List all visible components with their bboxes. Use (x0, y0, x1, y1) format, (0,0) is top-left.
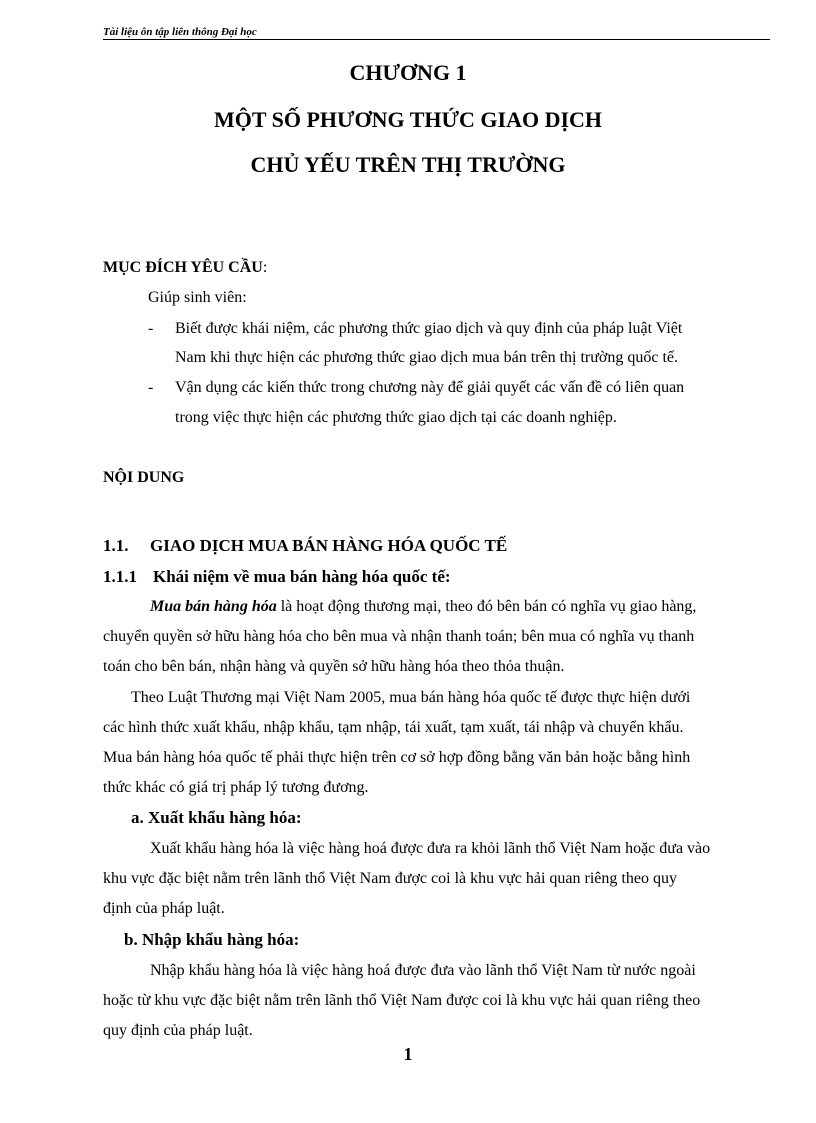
sub-b-line1: Nhập khẩu hàng hóa là việc hàng hoá được đưa vào lãnh thổ Việt Nam từ nước ngoài (150, 962, 696, 979)
section-1-1-1-title: Khái niệm về mua bán hàng hóa quốc tế: (153, 567, 451, 586)
chapter-number: CHƯƠNG 1 (349, 60, 467, 85)
chapter-title-line2: CHỦ YẾU TRÊN THỊ TRƯỜNG (250, 152, 566, 177)
section-1-1-title: GIAO DỊCH MUA BÁN HÀNG HÓA QUỐC TẾ (150, 536, 508, 555)
para1-line3: toán cho bên bán, nhận hàng và quyền sở hữu hàng hóa theo thỏa thuận. (103, 658, 565, 675)
sub-b-line3: quy định của pháp luật. (103, 1022, 253, 1039)
bullet-2-line1: Vận dụng các kiến thức trong chương này để giải quyết các vấn đề có liên quan (175, 379, 685, 396)
bullet-1-line1: Biết được khái niệm, các phương thức giao dịch và quy định của pháp luật Việt (175, 320, 683, 337)
para2-line3: Mua bán hàng hóa quốc tế phải thực hiện trên cơ sở hợp đồng bằng văn bản hoặc bằng hình (103, 749, 691, 766)
content-heading: NỘI DUNG (103, 469, 185, 486)
sub-a-line3: định của pháp luật. (103, 900, 225, 917)
purpose-intro: Giúp sinh viên: (148, 289, 247, 306)
section-1-1-number: 1.1. (103, 536, 129, 555)
para1-line1-rest: là hoạt động thương mại, theo đó bên bán có nghĩa vụ giao hàng, (276, 598, 697, 615)
bullet-2-line2: trong việc thực hiện các phương thức giao dịch tại các doanh nghiệp. (175, 409, 617, 426)
sub-b-heading: b. Nhập khẩu hàng hóa: (124, 930, 300, 949)
para1-term: Mua bán hàng hóa (150, 598, 277, 615)
para2-line2: các hình thức xuất khẩu, nhập khẩu, tạm nhập, tái xuất, tạm xuất, tái nhập và chuyển khẩu. (103, 719, 684, 736)
page-number: 1 (403, 1044, 413, 1064)
bullet-1-line2: Nam khi thực hiện các phương thức giao dịch mua bán trên thị trường quốc tế. (175, 349, 679, 366)
bullet-dash-2: - (148, 379, 154, 396)
section-1-1-1-number: 1.1.1 (103, 567, 137, 586)
para1-line2: chuyển quyền sở hữu hàng hóa cho bên mua và nhận thanh toán; bên mua có nghĩa vụ thanh (103, 628, 695, 645)
running-header: Tài liệu ôn tập liên thông Đại học (103, 26, 770, 40)
para1-line1 (150, 592, 777, 622)
chapter-title-line1: MỘT SỐ PHƯƠNG THỨC GIAO DỊCH (213, 107, 603, 132)
purpose-heading-text: MỤC ĐÍCH YÊU CẦU (103, 259, 263, 276)
sub-a-heading: a. Xuất khẩu hàng hóa: (131, 808, 302, 827)
purpose-heading (103, 253, 267, 283)
sub-a-line2: khu vực đặc biệt nằm trên lãnh thổ Việt Nam được coi là khu vực hải quan riêng theo quy (103, 870, 677, 887)
sub-a-line1: Xuất khẩu hàng hóa là việc hàng hoá được đưa ra khỏi lãnh thổ Việt Nam hoặc đưa vào (150, 840, 711, 857)
bullet-dash-1: - (148, 320, 154, 337)
para2-line4: thức khác có giá trị pháp lý tương đương. (103, 779, 369, 796)
sub-b-line2: hoặc từ khu vực đặc biệt nằm trên lãnh thổ Việt Nam được coi là khu vực hải quan riêng theo (103, 992, 701, 1009)
para2-line1: Theo Luật Thương mại Việt Nam 2005, mua bán hàng hóa quốc tế được thực hiện dưới (131, 689, 691, 706)
purpose-heading-colon: : (262, 259, 268, 276)
